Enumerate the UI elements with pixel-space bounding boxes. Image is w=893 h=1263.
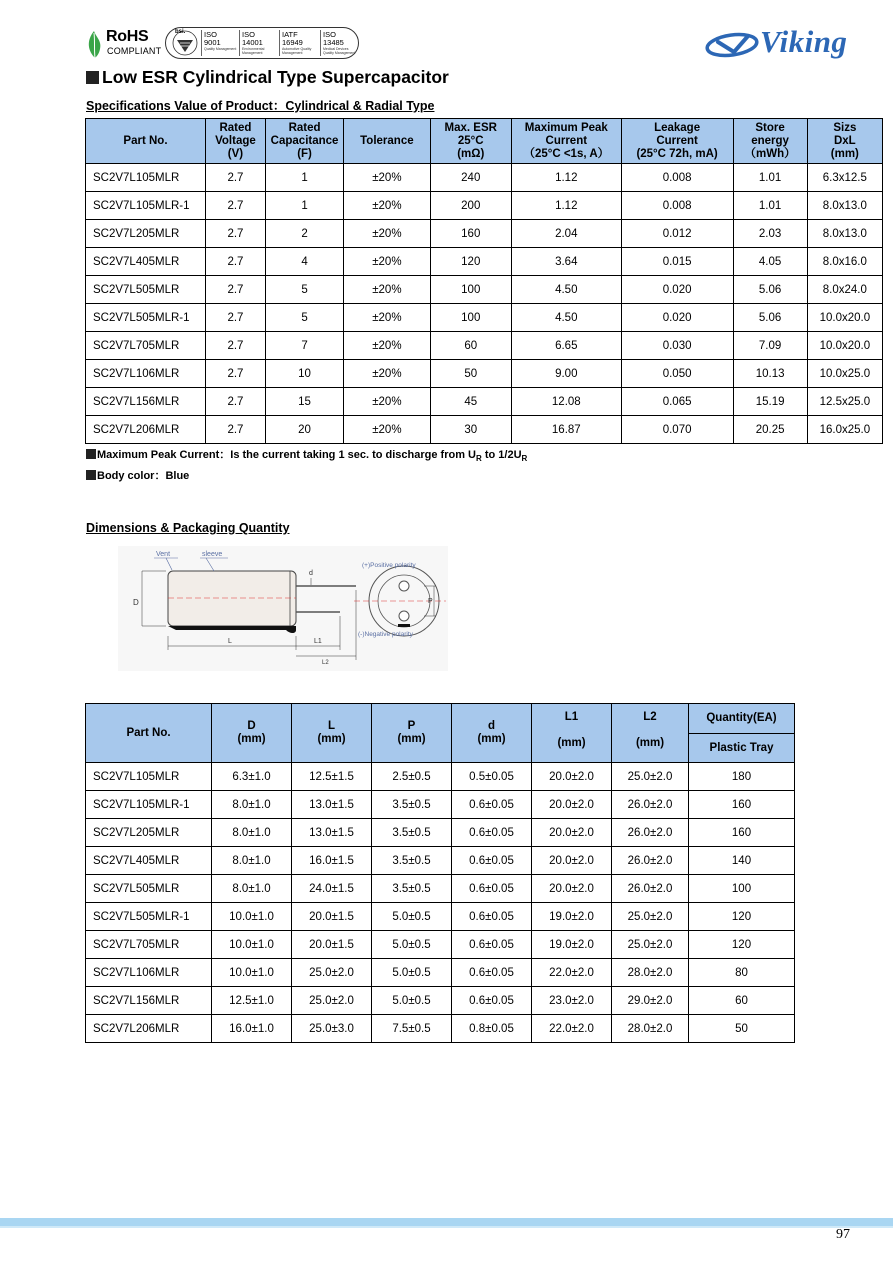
spec-cell: 0.008 — [621, 164, 733, 192]
spec-cell: 16.87 — [511, 416, 621, 444]
spec-cell: 10.0x25.0 — [807, 360, 882, 388]
dim-cell: 0.6±0.05 — [452, 959, 532, 987]
dim-cell: 0.6±0.05 — [452, 903, 532, 931]
spec-cell: ±20% — [344, 360, 430, 388]
negative-polarity-label: (-)Negative polarity — [358, 631, 413, 638]
spec-cell: 2.7 — [205, 192, 265, 220]
dim-cell: 8.0±1.0 — [212, 791, 292, 819]
part-number-cell: SC2V7L505MLR — [86, 875, 212, 903]
body-color-note: Body color：Blue — [86, 467, 189, 483]
spec-cell: 2.7 — [205, 248, 265, 276]
rohs-text: RoHS — [106, 28, 149, 45]
dim-cell: 22.0±2.0 — [532, 1015, 612, 1043]
length-label: L — [228, 638, 232, 645]
dim-cell: 25.0±2.0 — [292, 959, 372, 987]
spec-cell: 2 — [265, 220, 343, 248]
square-bullet-icon — [86, 71, 99, 84]
spec-cell: 4 — [265, 248, 343, 276]
dim-cell: 28.0±2.0 — [612, 1015, 689, 1043]
spec-cell: 10.13 — [733, 360, 807, 388]
dim-header-cell: P (mm) — [372, 704, 452, 763]
spec-table-row — [86, 416, 883, 444]
spec-cell: 8.0x13.0 — [807, 220, 882, 248]
l2-label: L2 — [322, 660, 329, 666]
cert-divider — [239, 30, 240, 56]
dim-cell: 19.0±2.0 — [532, 903, 612, 931]
footer-band-light — [0, 1226, 893, 1228]
dim-cell: 3.5±0.5 — [372, 791, 452, 819]
part-number-cell: SC2V7L206MLR — [86, 416, 206, 444]
spec-cell: 1.12 — [511, 192, 621, 220]
dim-cell: 20.0±2.0 — [532, 791, 612, 819]
cert-divider — [201, 30, 202, 56]
spec-cell: 50 — [430, 360, 511, 388]
spec-cell: 4.50 — [511, 276, 621, 304]
part-number-cell: SC2V7L505MLR-1 — [86, 304, 206, 332]
dim-cell: 24.0±1.5 — [292, 875, 372, 903]
spec-cell: 60 — [430, 332, 511, 360]
spec-cell: 6.65 — [511, 332, 621, 360]
spec-cell: 0.030 — [621, 332, 733, 360]
spec-cell: 5 — [265, 304, 343, 332]
dim-table-row — [86, 931, 795, 959]
dim-cell: 50 — [689, 1015, 795, 1043]
part-number-cell: SC2V7L205MLR — [86, 220, 206, 248]
dim-cell: 20.0±2.0 — [532, 847, 612, 875]
spec-cell: 2.7 — [205, 220, 265, 248]
dim-cell: 20.0±1.5 — [292, 903, 372, 931]
spec-cell: 20 — [265, 416, 343, 444]
sleeve-label: sleeve — [202, 551, 223, 558]
part-number-cell: SC2V7L505MLR-1 — [86, 903, 212, 931]
dimensions-heading: Dimensions & Packaging Quantity — [86, 521, 290, 535]
dim-cell: 12.5±1.0 — [212, 987, 292, 1015]
dim-cell: 3.5±0.5 — [372, 847, 452, 875]
part-number-cell: SC2V7L705MLR — [86, 332, 206, 360]
dim-cell: 140 — [689, 847, 795, 875]
spec-cell: 5 — [265, 276, 343, 304]
dim-cell: 0.6±0.05 — [452, 931, 532, 959]
dim-cell: 0.8±0.05 — [452, 1015, 532, 1043]
plastic-tray-header: Plastic Tray — [689, 734, 795, 763]
dim-cell: 10.0±1.0 — [212, 931, 292, 959]
part-number-cell: SC2V7L405MLR — [86, 847, 212, 875]
dim-cell: 19.0±2.0 — [532, 931, 612, 959]
spec-cell: 2.7 — [205, 164, 265, 192]
spec-cell: 16.0x25.0 — [807, 416, 882, 444]
spec-cell: 1.12 — [511, 164, 621, 192]
part-number-cell: SC2V7L105MLR — [86, 763, 212, 791]
spec-cell: 7.09 — [733, 332, 807, 360]
dimension-diagram — [118, 546, 448, 671]
dim-cell: 26.0±2.0 — [612, 791, 689, 819]
spec-cell: 2.7 — [205, 332, 265, 360]
dim-cell: 26.0±2.0 — [612, 819, 689, 847]
dim-table-row — [86, 1015, 795, 1043]
spec-cell: 0.015 — [621, 248, 733, 276]
spec-cell: 0.012 — [621, 220, 733, 248]
spec-table-row — [86, 332, 883, 360]
spec-cell: 0.020 — [621, 276, 733, 304]
dim-cell: 26.0±2.0 — [612, 875, 689, 903]
spec-header-cell: Rated Voltage (V) — [205, 119, 265, 164]
dim-cell: 5.0±0.5 — [372, 987, 452, 1015]
cert-iso13485: ISO 13485 Medical Devices Quality Management — [323, 30, 356, 55]
page-title: Low ESR Cylindrical Type Supercapacitor — [86, 67, 449, 88]
spec-cell: 0.008 — [621, 192, 733, 220]
dim-cell: 23.0±2.0 — [532, 987, 612, 1015]
spec-cell: 15 — [265, 388, 343, 416]
square-bullet-icon — [86, 470, 96, 480]
viking-logo — [704, 26, 849, 62]
dim-cell: 25.0±3.0 — [292, 1015, 372, 1043]
dim-header-cell: L (mm) — [292, 704, 372, 763]
dim-cell: 8.0±1.0 — [212, 819, 292, 847]
dim-table-row — [86, 763, 795, 791]
dim-table-row — [86, 791, 795, 819]
vent-label: Vent — [156, 551, 171, 558]
dim-cell: 0.6±0.05 — [452, 987, 532, 1015]
rohs-logo — [86, 27, 162, 59]
peak-current-note: Maximum Peak Current：Is the current taking 1 sec. to discharge from $U_R$ to $1/2U_R$ — [86, 446, 527, 463]
spec-heading: Specifications Value of Product：Cylindrical & Radial Type — [86, 99, 435, 113]
spec-cell: 8.0x24.0 — [807, 276, 882, 304]
spec-cell: 0.065 — [621, 388, 733, 416]
dim-header-cell: Part No. — [86, 704, 212, 763]
spec-header-row — [86, 119, 883, 164]
spec-cell: ±20% — [344, 192, 430, 220]
part-number-cell: SC2V7L105MLR-1 — [86, 791, 212, 819]
dim-header-row — [86, 704, 795, 734]
spec-cell: 12.08 — [511, 388, 621, 416]
spec-cell: 2.03 — [733, 220, 807, 248]
dim-cell: 10.0±1.0 — [212, 903, 292, 931]
dim-header-cell: L2 (mm) — [612, 704, 689, 763]
dim-cell: 120 — [689, 903, 795, 931]
dim-cell: 13.0±1.5 — [292, 791, 372, 819]
dim-cell: 60 — [689, 987, 795, 1015]
spec-header-cell: Leakage Current (25°C 72h, mA) — [621, 119, 733, 164]
spec-cell: ±20% — [344, 388, 430, 416]
spec-table-row — [86, 276, 883, 304]
spec-cell: 160 — [430, 220, 511, 248]
dim-cell: 22.0±2.0 — [532, 959, 612, 987]
spec-cell: ±20% — [344, 332, 430, 360]
part-number-cell: SC2V7L106MLR — [86, 360, 206, 388]
part-number-cell: SC2V7L156MLR — [86, 388, 206, 416]
spec-cell: 5.06 — [733, 276, 807, 304]
footer-band — [0, 1218, 893, 1226]
spec-cell: 240 — [430, 164, 511, 192]
dim-cell: 25.0±2.0 — [292, 987, 372, 1015]
brand-text: Viking — [760, 24, 848, 59]
cert-iatf16949: IATF 16949 Automotive Quality Management — [282, 30, 312, 55]
spec-header-cell: Tolerance — [344, 119, 430, 164]
spec-cell: 9.00 — [511, 360, 621, 388]
spec-cell: 1 — [265, 192, 343, 220]
spec-cell: 10.0x20.0 — [807, 332, 882, 360]
spec-header-cell: Max. ESR 25°C (mΩ) — [430, 119, 511, 164]
spec-cell: 4.05 — [733, 248, 807, 276]
spec-cell: 2.7 — [205, 276, 265, 304]
dim-cell: 5.0±0.5 — [372, 931, 452, 959]
dim-cell: 2.5±0.5 — [372, 763, 452, 791]
dim-cell: 3.5±0.5 — [372, 875, 452, 903]
viking-eye-icon — [704, 30, 762, 60]
dim-cell: 26.0±2.0 — [612, 847, 689, 875]
dim-cell: 0.6±0.05 — [452, 847, 532, 875]
part-number-cell: SC2V7L206MLR — [86, 1015, 212, 1043]
dim-cell: 8.0±1.0 — [212, 875, 292, 903]
spec-cell: 5.06 — [733, 304, 807, 332]
part-number-cell: SC2V7L205MLR — [86, 819, 212, 847]
dim-cell: 120 — [689, 931, 795, 959]
dim-cell: 20.0±1.5 — [292, 931, 372, 959]
dim-cell: 5.0±0.5 — [372, 959, 452, 987]
spec-cell: 15.19 — [733, 388, 807, 416]
spec-cell: 2.7 — [205, 388, 265, 416]
spec-cell: 12.5x25.0 — [807, 388, 882, 416]
rohs-compliant-text: COMPLIANT — [107, 46, 162, 56]
part-number-cell: SC2V7L156MLR — [86, 987, 212, 1015]
part-number-cell: SC2V7L505MLR — [86, 276, 206, 304]
dim-cell: 160 — [689, 819, 795, 847]
spec-table-row — [86, 248, 883, 276]
spec-table-row — [86, 388, 883, 416]
dim-cell: 8.0±1.0 — [212, 847, 292, 875]
part-number-cell: SC2V7L405MLR — [86, 248, 206, 276]
dim-cell: 0.6±0.05 — [452, 819, 532, 847]
cert-divider — [279, 30, 280, 56]
spec-table-row — [86, 164, 883, 192]
dim-header-cell: D (mm) — [212, 704, 292, 763]
dim-cell: 100 — [689, 875, 795, 903]
dimension-table — [85, 703, 795, 1043]
dim-table-row — [86, 875, 795, 903]
dim-table-row — [86, 819, 795, 847]
dim-cell: 25.0±2.0 — [612, 903, 689, 931]
spec-cell: 30 — [430, 416, 511, 444]
spec-cell: 8.0x16.0 — [807, 248, 882, 276]
spec-header-cell: Store energy （mWh） — [733, 119, 807, 164]
diameter-label: D — [133, 598, 139, 607]
dim-cell: 3.5±0.5 — [372, 819, 452, 847]
spec-cell: 100 — [430, 276, 511, 304]
spec-cell: ±20% — [344, 304, 430, 332]
dim-cell: 160 — [689, 791, 795, 819]
spec-table-row — [86, 304, 883, 332]
spec-cell: 200 — [430, 192, 511, 220]
spec-cell: ±20% — [344, 416, 430, 444]
spec-header-cell: Sizs DxL (mm) — [807, 119, 882, 164]
spec-table-row — [86, 192, 883, 220]
l1-label: L1 — [314, 638, 322, 645]
dim-cell: 13.0±1.5 — [292, 819, 372, 847]
spec-cell: 1 — [265, 164, 343, 192]
dim-cell: 7.5±0.5 — [372, 1015, 452, 1043]
part-number-cell: SC2V7L705MLR — [86, 931, 212, 959]
dim-table-row — [86, 847, 795, 875]
spec-cell: 2.7 — [205, 304, 265, 332]
spec-cell: 1.01 — [733, 192, 807, 220]
spec-cell: ±20% — [344, 220, 430, 248]
certification-bar — [165, 27, 359, 59]
dim-cell: 16.0±1.5 — [292, 847, 372, 875]
part-number-cell: SC2V7L106MLR — [86, 959, 212, 987]
spec-cell: ±20% — [344, 164, 430, 192]
cert-iso14001: ISO 14001 Environmental Management — [242, 30, 265, 55]
spec-header-cell: Rated Capacitance (F) — [265, 119, 343, 164]
spec-header-cell: Maximum Peak Current （25°C <1s, A） — [511, 119, 621, 164]
dim-cell: 16.0±1.0 — [212, 1015, 292, 1043]
dim-cell: 0.6±0.05 — [452, 875, 532, 903]
dim-cell: 20.0±2.0 — [532, 763, 612, 791]
pitch-label: P — [428, 598, 433, 605]
cert-divider — [320, 30, 321, 56]
dim-cell: 0.6±0.05 — [452, 791, 532, 819]
spec-cell: 1.01 — [733, 164, 807, 192]
spec-cell: ±20% — [344, 276, 430, 304]
capacitor-body — [168, 571, 296, 626]
spec-cell: 10.0x20.0 — [807, 304, 882, 332]
dim-cell: 29.0±2.0 — [612, 987, 689, 1015]
spec-table-row — [86, 220, 883, 248]
spec-cell: 8.0x13.0 — [807, 192, 882, 220]
dim-cell: 25.0±2.0 — [612, 763, 689, 791]
dim-header-cell: L1 (mm) — [532, 704, 612, 763]
quantity-header: Quantity(EA) — [689, 704, 795, 734]
spec-table — [85, 118, 883, 444]
part-number-cell: SC2V7L105MLR-1 — [86, 192, 206, 220]
dim-table-row — [86, 903, 795, 931]
spec-cell: 2.7 — [205, 416, 265, 444]
dim-cell: 5.0±0.5 — [372, 903, 452, 931]
spec-cell: 0.020 — [621, 304, 733, 332]
spec-cell: 120 — [430, 248, 511, 276]
dim-cell: 0.5±0.05 — [452, 763, 532, 791]
dim-cell: 20.0±2.0 — [532, 819, 612, 847]
dim-cell: 80 — [689, 959, 795, 987]
spec-header-cell: Part No. — [86, 119, 206, 164]
page-number: 97 — [836, 1227, 850, 1242]
spec-cell: 2.7 — [205, 360, 265, 388]
spec-cell: 20.25 — [733, 416, 807, 444]
dim-table-row — [86, 959, 795, 987]
spec-cell: 4.50 — [511, 304, 621, 332]
spec-cell: 3.64 — [511, 248, 621, 276]
spec-cell: 6.3x12.5 — [807, 164, 882, 192]
spec-cell: 7 — [265, 332, 343, 360]
dim-cell: 10.0±1.0 — [212, 959, 292, 987]
spec-cell: 10 — [265, 360, 343, 388]
spec-cell: ±20% — [344, 248, 430, 276]
spec-cell: 0.050 — [621, 360, 733, 388]
lead-diameter-label: d — [309, 570, 313, 577]
square-bullet-icon — [86, 449, 96, 459]
dim-header-cell: d (mm) — [452, 704, 532, 763]
part-number-cell: SC2V7L105MLR — [86, 164, 206, 192]
cert-iso9001: ISO 9001 Quality Management — [204, 30, 237, 51]
spec-cell: 0.070 — [621, 416, 733, 444]
dim-cell: 6.3±1.0 — [212, 763, 292, 791]
dim-table-row — [86, 987, 795, 1015]
dim-cell: 25.0±2.0 — [612, 931, 689, 959]
spec-cell: 100 — [430, 304, 511, 332]
dim-cell: 20.0±2.0 — [532, 875, 612, 903]
spec-table-row — [86, 360, 883, 388]
leaf-icon — [86, 29, 104, 59]
bsi-text: bsi. — [175, 29, 186, 35]
spec-cell: 2.04 — [511, 220, 621, 248]
dim-cell: 28.0±2.0 — [612, 959, 689, 987]
positive-polarity-label: (+)Positive polarity — [362, 562, 416, 569]
spec-cell: 45 — [430, 388, 511, 416]
dim-cell: 12.5±1.5 — [292, 763, 372, 791]
dim-cell: 180 — [689, 763, 795, 791]
